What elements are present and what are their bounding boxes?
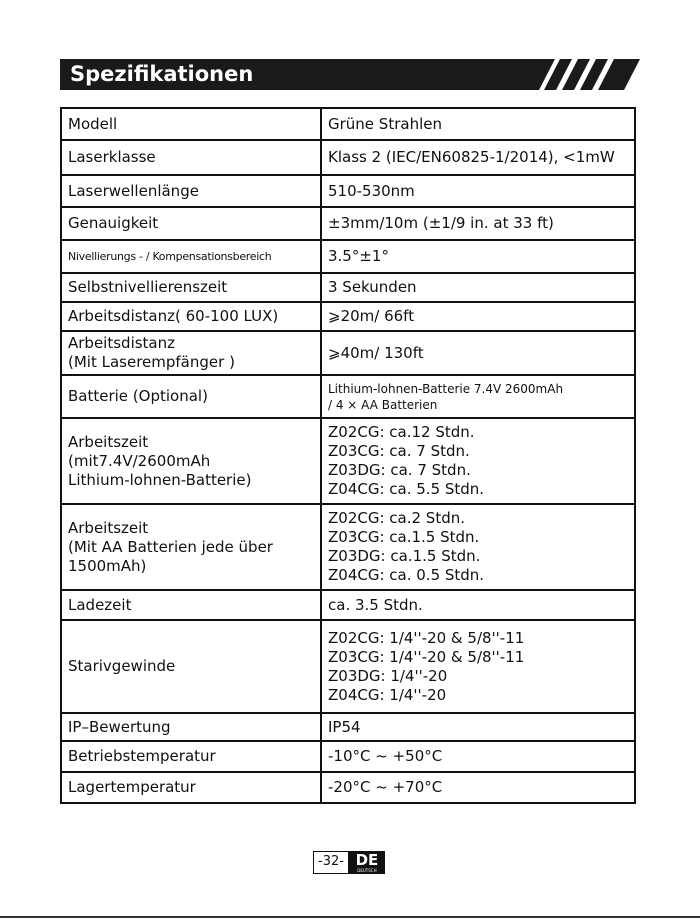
spec-value: 3 Sekunden bbox=[321, 273, 635, 302]
language-code: DE bbox=[355, 851, 379, 869]
table-row bbox=[61, 108, 635, 140]
spec-label: IP–Bewertung bbox=[61, 713, 321, 741]
spec-label: Lagertemperatur bbox=[61, 772, 321, 803]
table-row bbox=[61, 590, 635, 620]
spec-label: Laserklasse bbox=[61, 140, 321, 175]
page-title: Spezifikationen bbox=[70, 62, 254, 86]
spec-value: ⩾20m/ 66ft bbox=[321, 302, 635, 331]
table-row bbox=[61, 331, 635, 375]
bottom-divider bbox=[0, 916, 700, 918]
spec-label: Arbeitsdistanz( 60-100 LUX) bbox=[61, 302, 321, 331]
spec-value: 510-530nm bbox=[321, 175, 635, 207]
spec-label: Laserwellenlänge bbox=[61, 175, 321, 207]
spec-value: Z02CG: ca.12 Stdn. Z03CG: ca. 7 Stdn. Z03DG: ca. 7 Stdn. Z04CG: ca. 5.5 Stdn. bbox=[321, 418, 635, 504]
table-row bbox=[61, 273, 635, 302]
table-row bbox=[61, 418, 635, 504]
table-row bbox=[61, 772, 635, 803]
spec-label: Selbstnivellierenszeit bbox=[61, 273, 321, 302]
table-row bbox=[61, 741, 635, 772]
spec-label: Arbeitszeit (mit7.4V/2600mAh Lithium-lohnen-Batterie) bbox=[61, 418, 321, 504]
page-footer bbox=[313, 851, 385, 874]
spec-value: IP54 bbox=[321, 713, 635, 741]
spec-label: Ladezeit bbox=[61, 590, 321, 620]
spec-value: Z02CG: 1/4''-20 & 5/8''-11 Z03CG: 1/4''-20 & 5/8''-11 Z03DG: 1/4''-20 Z04CG: 1/4''-20 bbox=[321, 620, 635, 713]
spec-label: Nivellierungs - / Kompensationsbereich bbox=[61, 240, 321, 273]
spec-value: Lithium-lohnen-Batterie 7.4V 2600mAh / 4 × AA Batterien bbox=[321, 375, 635, 418]
spec-value: ca. 3.5 Stdn. bbox=[321, 590, 635, 620]
table-row bbox=[61, 302, 635, 331]
table-row bbox=[61, 620, 635, 713]
spec-value: 3.5°±1° bbox=[321, 240, 635, 273]
language-badge bbox=[349, 851, 385, 874]
table-row bbox=[61, 240, 635, 273]
page-number: -32- bbox=[313, 851, 349, 874]
spec-label: Genauigkeit bbox=[61, 207, 321, 240]
spec-value: Grüne Strahlen bbox=[321, 108, 635, 140]
spec-label: Modell bbox=[61, 108, 321, 140]
section-header bbox=[60, 59, 640, 90]
spec-table bbox=[60, 107, 636, 804]
spec-label: Arbeitsdistanz (Mit Laserempfänger ) bbox=[61, 331, 321, 375]
spec-value: -10°C ~ +50°C bbox=[321, 741, 635, 772]
spec-label: Betriebstemperatur bbox=[61, 741, 321, 772]
spec-value: Z02CG: ca.2 Stdn. Z03CG: ca.1.5 Stdn. Z03DG: ca.1.5 Stdn. Z04CG: ca. 0.5 Stdn. bbox=[321, 504, 635, 590]
language-name: DEUTSCH bbox=[357, 868, 377, 873]
spec-value: Klass 2 (IEC/EN60825-1/2014), <1mW bbox=[321, 140, 635, 175]
table-row bbox=[61, 175, 635, 207]
spec-value: ⩾40m/ 130ft bbox=[321, 331, 635, 375]
spec-label: Arbeitszeit (Mit AA Batterien jede über 1500mAh) bbox=[61, 504, 321, 590]
table-row bbox=[61, 713, 635, 741]
spec-label: Starivgewinde bbox=[61, 620, 321, 713]
table-row bbox=[61, 140, 635, 175]
spec-value: -20°C ~ +70°C bbox=[321, 772, 635, 803]
spec-value: ±3mm/10m (±1/9 in. at 33 ft) bbox=[321, 207, 635, 240]
table-row bbox=[61, 207, 635, 240]
spec-label: Batterie (Optional) bbox=[61, 375, 321, 418]
table-row bbox=[61, 504, 635, 590]
table-row bbox=[61, 375, 635, 418]
